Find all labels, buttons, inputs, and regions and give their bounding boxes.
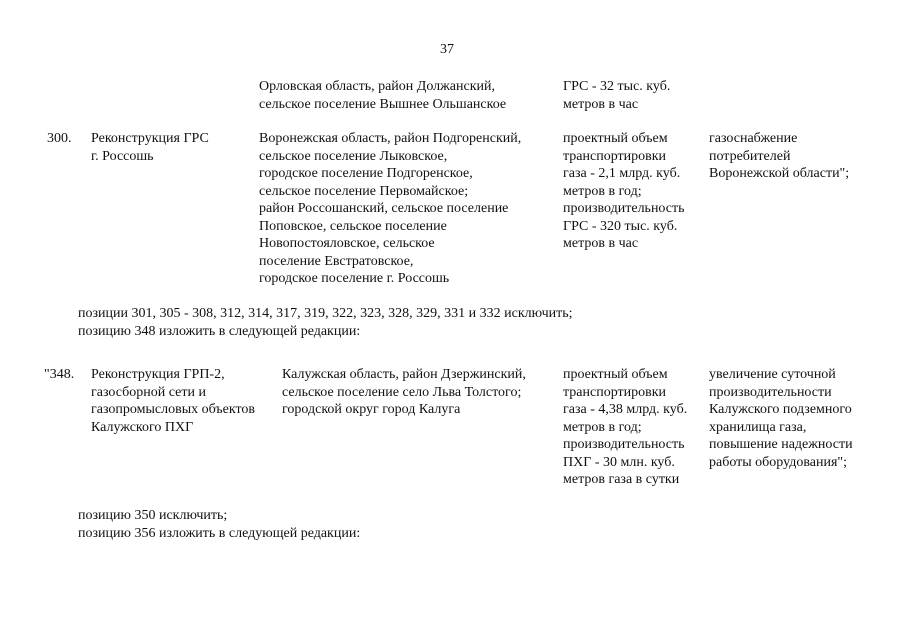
note-restate-348: позицию 348 изложить в следующей редакции:	[78, 324, 361, 339]
object-purpose: газоснабжение потребителей Воронежской области";	[709, 131, 850, 181]
object-parameters: проектный объем транспортировки газа - 2,1 млрд. куб. метров в год; производительность ГРС - 320 тыс. куб. метров в час	[563, 131, 685, 251]
object-location: Калужская область, район Дзержинский, сельское поселение село Льва Толстого; городской округ город Калуга	[282, 367, 526, 417]
note-exclude-positions: позиции 301, 305 - 308, 312, 314, 317, 319, 322, 323, 328, 329, 331 и 332 исключить;	[78, 306, 573, 321]
continuation-location: Орловская область, район Должанский, сельское поселение Вышнее Ольшанское	[259, 79, 507, 112]
object-purpose: увеличение суточной производительности Калужского подземного хранилища газа, повышение надежности работы оборудования";	[709, 367, 853, 470]
object-name: Реконструкция ГРП-2, газосборной сети и газопромысловых объектов Калужского ПХГ	[91, 367, 256, 435]
note-exclude-350: позицию 350 исключить;	[78, 508, 228, 523]
object-name: Реконструкция ГРС г. Россошь	[91, 131, 209, 164]
page-number: 37	[440, 42, 454, 57]
continuation-parameters: ГРС - 32 тыс. куб. метров в час	[563, 79, 671, 112]
note-restate-356: позицию 356 изложить в следующей редакции:	[78, 526, 361, 541]
row-number: 300.	[47, 131, 72, 146]
object-parameters: проектный объем транспортировки газа - 4,38 млрд. куб. метров в год; производительность ПХГ - 30 млн. куб. метров газа в сутки	[563, 367, 688, 487]
object-location: Воронежская область, район Подгоренский, сельское поселение Лыковское, городское поселение Подгоренское, сельское поселение Первомайское; район Россошанский, сельское поселение Поповское, сельское поселение Новопостояловское, сельское поселение Евстратовское, городское поселение г. Россошь	[259, 131, 522, 286]
row-number: "348.	[44, 367, 75, 382]
